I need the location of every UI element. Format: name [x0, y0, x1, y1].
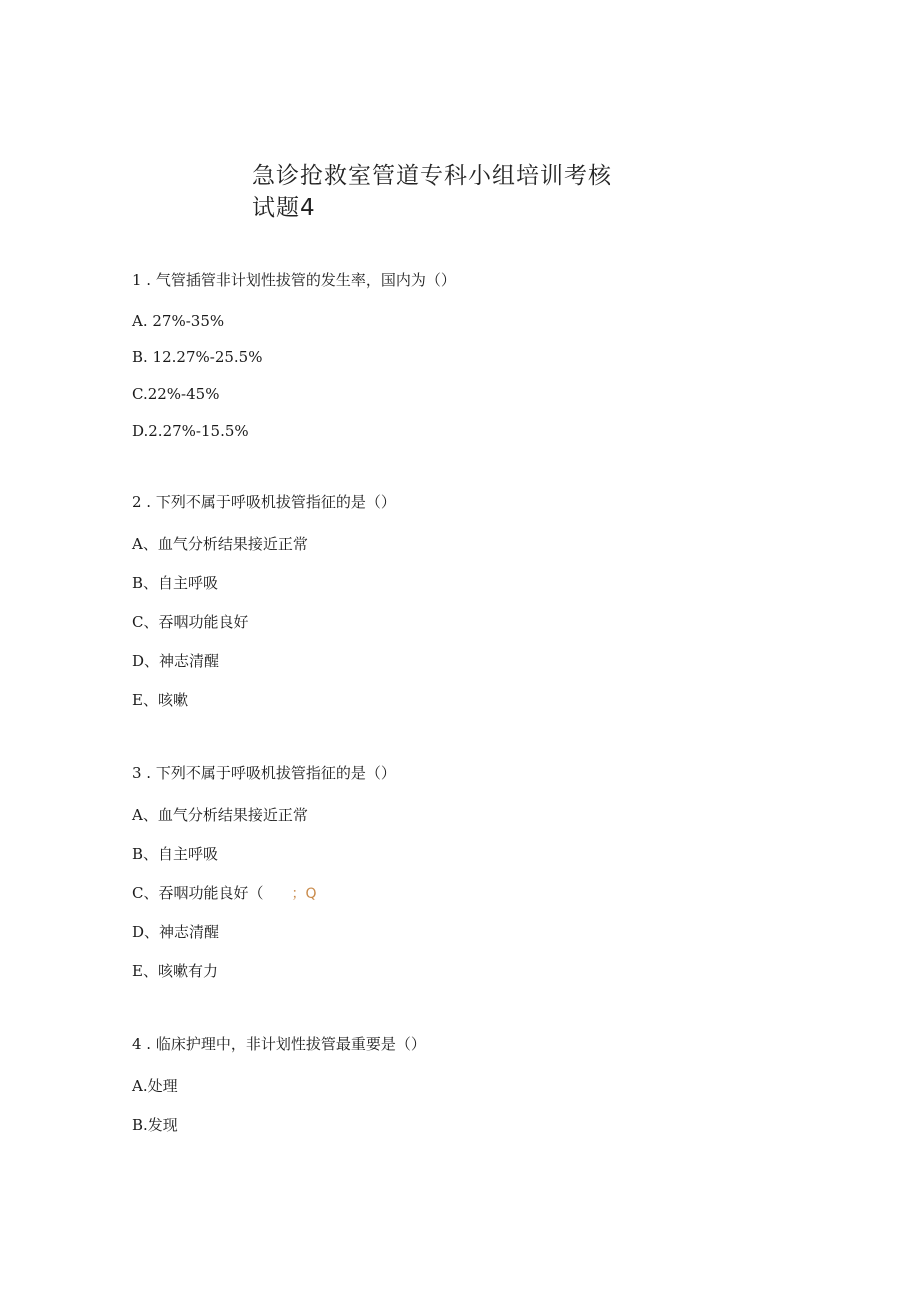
- question-3-option-d: D、神志清醒: [132, 923, 220, 941]
- question-4-stem: 4 . 临床护理中，非计划性拔管最重要是（）: [132, 1035, 426, 1053]
- question-4-option-a: A.处理: [132, 1077, 178, 1095]
- question-2-option-e: E、咳嗽: [132, 691, 188, 709]
- question-1-option-d: D.2.27%-15.5%: [132, 422, 249, 440]
- question-2-option-a: A、血气分析结果接近正常: [132, 535, 308, 553]
- question-2-option-b: B、自主呼吸: [132, 574, 219, 592]
- question-4-option-b: B.发现: [132, 1116, 178, 1134]
- question-3-option-c: [132, 883, 317, 904]
- question-3-option-b: B、自主呼吸: [132, 845, 219, 863]
- question-1-stem: 1 . 气管插管非计划性拔管的发生率，国内为（）: [132, 271, 456, 289]
- question-2-option-d: D、神志清醒: [132, 652, 220, 670]
- question-1-option-b: B. 12.27%-25.5%: [132, 348, 263, 366]
- document-title: [252, 160, 632, 224]
- question-1-option-a: A. 27%-35%: [132, 312, 225, 330]
- question-2-option-c: C、吞咽功能良好: [132, 613, 249, 631]
- question-2-stem: 2 . 下列不属于呼吸机拔管指征的是（）: [132, 493, 396, 511]
- stray-mark: ；Q: [291, 886, 317, 902]
- question-3-option-e: E、咳嗽有力: [132, 962, 218, 980]
- question-3-option-c-text: C、吞咽功能良好（: [132, 884, 264, 902]
- question-1-option-c: C.22%-45%: [132, 385, 220, 403]
- question-3-option-a: A、血气分析结果接近正常: [132, 806, 308, 824]
- title-line-1: 急诊抢救室管道专科小组培训考核: [252, 163, 612, 189]
- title-line-2: 试题4: [252, 195, 316, 221]
- question-3-stem: 3 . 下列不属于呼吸机拔管指征的是（）: [132, 764, 396, 782]
